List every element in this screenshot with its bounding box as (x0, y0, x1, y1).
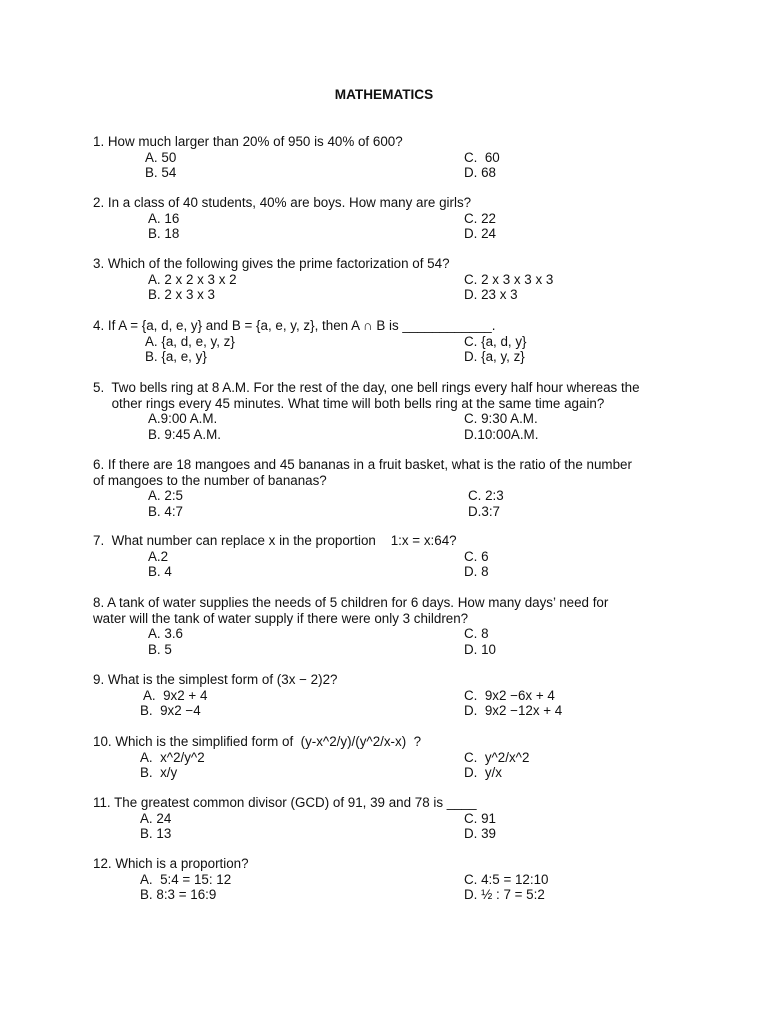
answer-choices (93, 411, 683, 442)
question-8 (93, 595, 683, 657)
choice-row (93, 688, 683, 704)
question-stem (93, 734, 683, 750)
choice-a: A. 3.6 (148, 626, 183, 642)
choice-d: D. 8 (464, 564, 489, 580)
choice-d: D. 39 (464, 826, 497, 842)
question-stem-line: 7. What number can replace x in the proportion 1:x = x:64? (93, 533, 457, 548)
page-title: MATHEMATICS (334, 87, 434, 102)
choice-b: B. 2 x 3 x 3 (148, 287, 215, 303)
choice-d: D. 23 x 3 (464, 287, 518, 303)
question-stem-line: 4. If A = {a, d, e, y} and B = {a, e, y, z}, then A ∩ B is ____________. (93, 318, 496, 333)
answer-choices (93, 750, 683, 781)
question-stem (93, 795, 683, 811)
choice-row (93, 887, 683, 903)
choice-c: C. 9:30 A.M. (464, 411, 538, 427)
choice-c: C. 6 (464, 548, 489, 564)
choice-c: C. 2 x 3 x 3 x 3 (464, 271, 554, 287)
question-5 (93, 380, 683, 442)
choice-row (93, 826, 683, 842)
choice-a: A.9:00 A.M. (148, 411, 218, 427)
choice-a: A.2 (148, 548, 169, 564)
question-stem (93, 457, 683, 488)
choice-b: B. 9:45 A.M. (148, 426, 221, 442)
choice-row (93, 504, 683, 520)
question-3 (93, 256, 683, 303)
choice-c: C. {a, d, y} (464, 333, 527, 349)
choice-c: C. 4:5 = 12:10 (464, 871, 549, 887)
choice-row (93, 765, 683, 781)
choice-d: D.3:7 (468, 503, 501, 519)
choice-b: B. 9x2 −4 (140, 703, 201, 719)
question-stem-line: 5. Two bells ring at 8 A.M. For the rest of the day, one bell rings every half hour whereas the (93, 380, 640, 395)
choice-row (93, 349, 683, 365)
question-6 (93, 457, 683, 519)
question-stem-line: 10. Which is the simplified form of (y-x^2/y)/(y^2/x-x) ? (93, 734, 422, 749)
choice-b: B. 54 (145, 165, 177, 181)
question-9 (93, 672, 683, 719)
choice-row (93, 272, 683, 288)
answer-choices (93, 626, 683, 657)
question-stem (93, 134, 683, 150)
question-stem (93, 195, 683, 211)
choice-a: A. x^2/y^2 (140, 749, 205, 765)
question-11 (93, 795, 683, 842)
choice-a: A. 5:4 = 15: 12 (140, 871, 232, 887)
choice-row (93, 165, 683, 181)
choice-row (93, 564, 683, 580)
question-stem (93, 318, 683, 334)
choice-row (93, 750, 683, 766)
answer-choices (93, 334, 683, 365)
choice-a: A. 50 (145, 149, 177, 165)
answer-choices (93, 872, 683, 903)
choice-a: A. 2:5 (148, 488, 183, 504)
question-stem-line: 8. A tank of water supplies the needs of 5 children for 6 days. How many days’ need for (93, 595, 609, 610)
choice-row (93, 411, 683, 427)
choice-row (93, 642, 683, 658)
question-stem-line: 1. How much larger than 20% of 950 is 40% of 600? (93, 134, 403, 149)
question-stem-line: water will the tank of water supply if there were only 3 children? (93, 610, 469, 626)
choice-b: B. 13 (140, 826, 172, 842)
choice-row (93, 287, 683, 303)
choice-row (93, 427, 683, 443)
choice-d: D. {a, y, z} (464, 349, 525, 365)
choice-d: D. 9x2 −12x + 4 (464, 703, 563, 719)
answer-choices (93, 811, 683, 842)
question-stem-line: 12. Which is a proportion? (93, 856, 249, 871)
choice-d: D. ½ : 7 = 5:2 (464, 887, 545, 903)
choice-c: C. 2:3 (468, 488, 504, 504)
choice-c: C. 9x2 −6x + 4 (464, 687, 555, 703)
choice-b: B. 5 (148, 641, 172, 657)
choice-row (93, 872, 683, 888)
choice-row (93, 549, 683, 565)
question-stem (93, 672, 683, 688)
choice-row (93, 488, 683, 504)
question-stem (93, 380, 683, 411)
choice-row (93, 703, 683, 719)
choice-a: A. 2 x 2 x 3 x 2 (148, 271, 237, 287)
choice-d: D. 10 (464, 641, 497, 657)
choice-d: D. y/x (464, 765, 502, 781)
choice-c: C. y^2/x^2 (464, 749, 530, 765)
answer-choices (93, 488, 683, 519)
question-7 (93, 533, 683, 580)
choice-d: D. 24 (464, 226, 497, 242)
answer-choices (93, 549, 683, 580)
choice-row (93, 626, 683, 642)
choice-b: B. 18 (148, 226, 180, 242)
question-stem (93, 533, 683, 549)
question-stem (93, 256, 683, 272)
choice-b: B. {a, e, y} (145, 349, 207, 365)
question-stem-line: other rings every 45 minutes. What time will both bells ring at the same time again? (93, 395, 605, 411)
question-stem-line: 3. Which of the following gives the prime factorization of 54? (93, 256, 450, 271)
question-4 (93, 318, 683, 365)
choice-a: A. 16 (148, 210, 180, 226)
choice-b: B. 8:3 = 16:9 (140, 887, 217, 903)
answer-choices (93, 688, 683, 719)
question-stem-line: 6. If there are 18 mangoes and 45 bananas in a fruit basket, what is the ratio of the number (93, 457, 632, 472)
question-2 (93, 195, 683, 242)
choice-b: B. x/y (140, 765, 178, 781)
choice-row (93, 811, 683, 827)
choice-d: D. 68 (464, 165, 497, 181)
choice-c: C. 91 (464, 810, 497, 826)
choice-b: B. 4 (148, 564, 172, 580)
answer-choices (93, 211, 683, 242)
question-stem-line: 11. The greatest common divisor (GCD) of 91, 39 and 78 is ____ (93, 795, 477, 810)
question-stem (93, 595, 683, 626)
choice-row (93, 226, 683, 242)
choice-a: A. {a, d, e, y, z} (145, 333, 235, 349)
question-stem-line: of mangoes to the number of bananas? (93, 472, 327, 488)
question-10 (93, 734, 683, 781)
question-1 (93, 134, 683, 181)
choice-a: A. 9x2 + 4 (143, 687, 208, 703)
answer-choices (93, 150, 683, 181)
question-stem-line: 9. What is the simplest form of (3x − 2)2? (93, 672, 338, 687)
choice-row (93, 334, 683, 350)
question-stem (93, 856, 683, 872)
choice-c: C. 22 (464, 210, 497, 226)
choice-b: B. 4:7 (148, 503, 183, 519)
choice-a: A. 24 (140, 810, 172, 826)
question-stem-line: 2. In a class of 40 students, 40% are boys. How many are girls? (93, 195, 472, 210)
question-12 (93, 856, 683, 903)
answer-choices (93, 272, 683, 303)
choice-c: C. 60 (464, 149, 500, 165)
choice-d: D.10:00A.M. (464, 426, 539, 442)
choice-c: C. 8 (464, 626, 489, 642)
choice-row (93, 211, 683, 227)
choice-row (93, 150, 683, 166)
